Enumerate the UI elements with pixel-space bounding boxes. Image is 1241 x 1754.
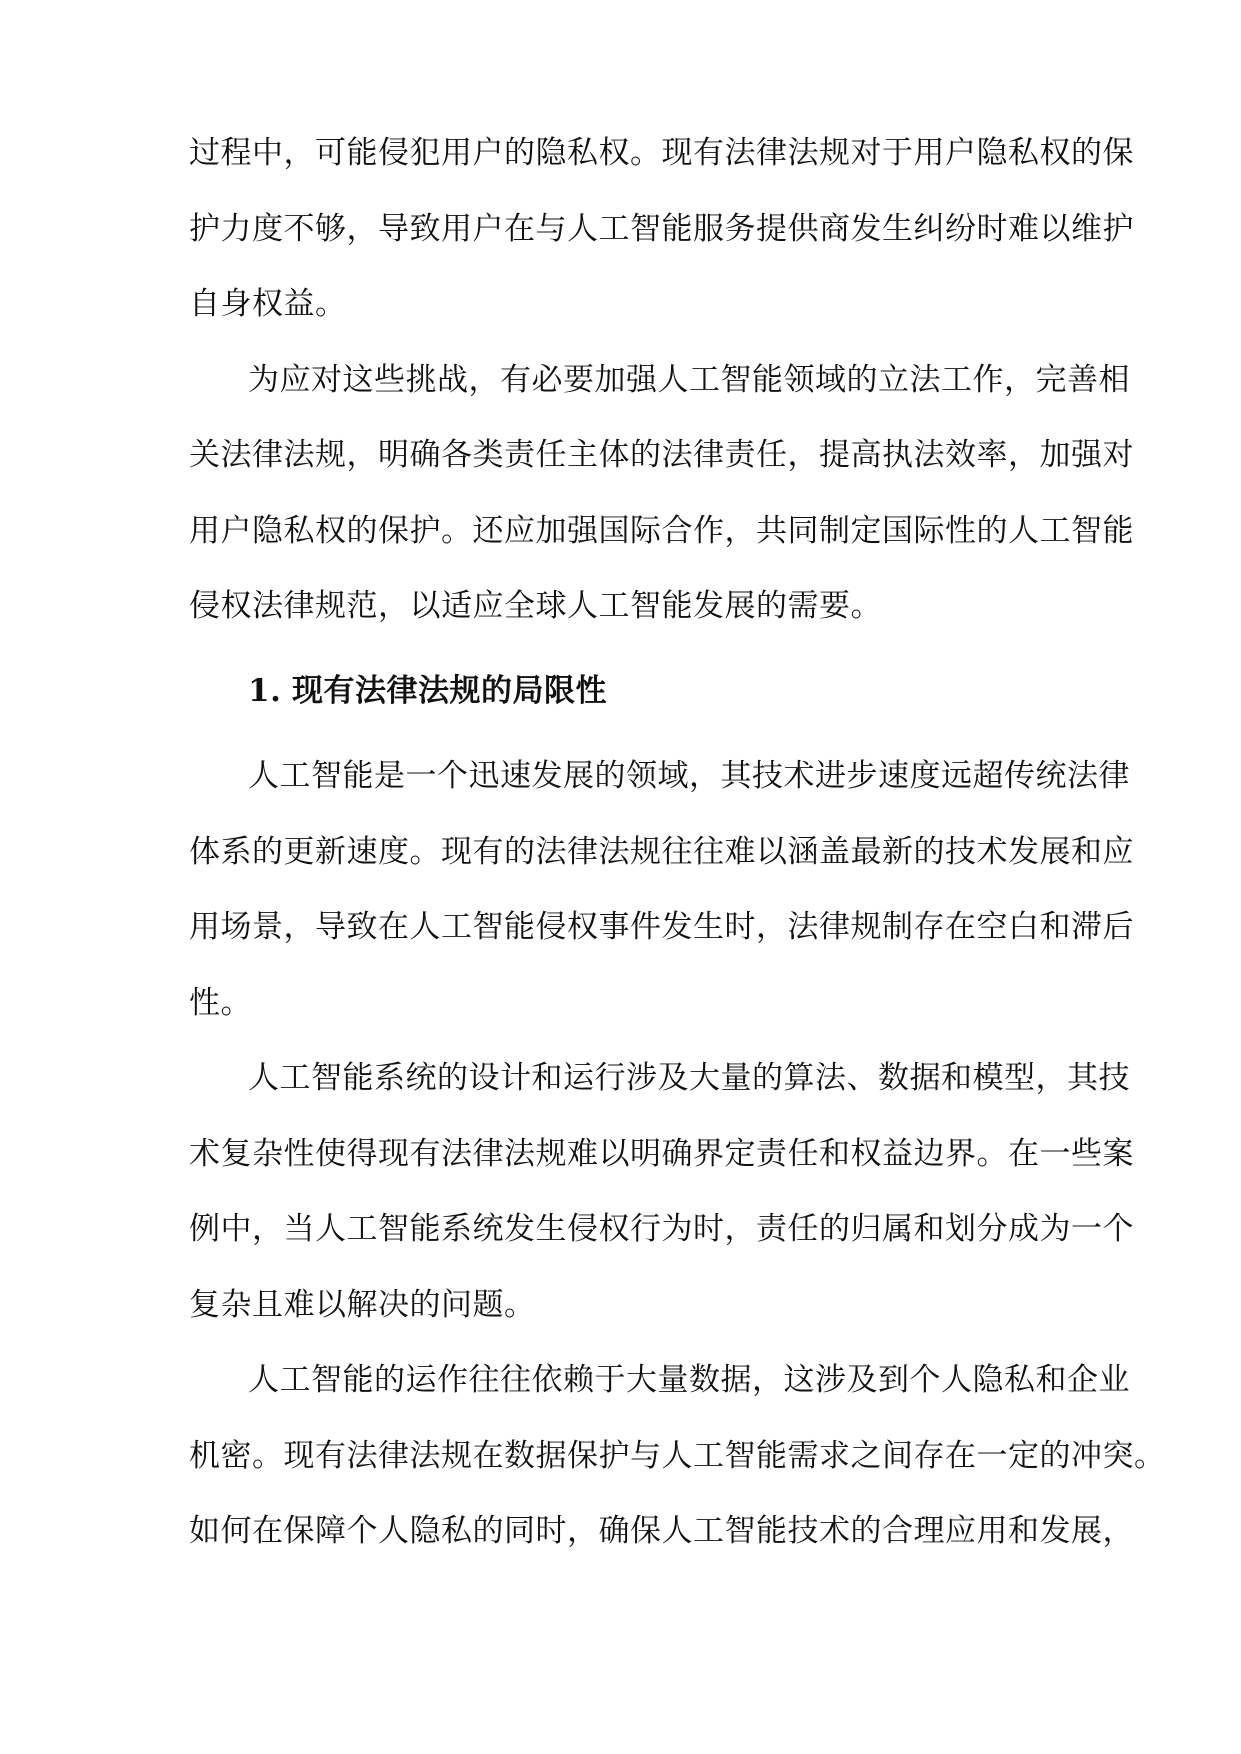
paragraph-3-line-3: 用场景，导致在人工智能侵权事件发生时，法律规制存在空白和滞后 (189, 909, 1134, 945)
paragraph-4-line-3: 例中，当人工智能系统发生侵权行为时，责任的归属和划分成为一个 (189, 1211, 1134, 1247)
paragraph-2-line-2: 关法律法规，明确各类责任主体的法律责任，提高执法效率，加强对 (189, 437, 1134, 473)
section-heading-number: 1. (248, 673, 282, 709)
section-heading (248, 661, 607, 721)
paragraph-1-line-2: 护力度不够，导致用户在与人工智能服务提供商发生纠纷时难以维护 (189, 211, 1134, 247)
paragraph-4-line-4: 复杂且难以解决的问题。 (189, 1287, 536, 1323)
paragraph-3-line-2: 体系的更新速度。现有的法律法规往往难以涵盖最新的技术发展和应 (189, 834, 1134, 870)
paragraph-4-line-1: 人工智能系统的设计和运行涉及大量的算法、数据和模型，其技 (248, 1060, 1130, 1096)
paragraph-3-line-4: 性。 (189, 985, 252, 1021)
paragraph-2-line-1: 为应对这些挑战，有必要加强人工智能领域的立法工作，完善相 (248, 362, 1130, 398)
paragraph-1-line-1: 过程中，可能侵犯用户的隐私权。现有法律法规对于用户隐私权的保 (189, 135, 1134, 171)
paragraph-5-line-1: 人工智能的运作往往依赖于大量数据，这涉及到个人隐私和企业 (248, 1362, 1130, 1398)
paragraph-2-line-3: 用户隐私权的保护。还应加强国际合作，共同制定国际性的人工智能 (189, 513, 1134, 549)
paragraph-5-line-2: 机密。现有法律法规在数据保护与人工智能需求之间存在一定的冲突。 (189, 1438, 1166, 1474)
paragraph-4-line-2: 术复杂性使得现有法律法规难以明确界定责任和权益边界。在一些案 (189, 1136, 1134, 1172)
section-heading-title: 现有法律法规的局限性 (292, 673, 607, 709)
paragraph-2-line-4: 侵权法律规范，以适应全球人工智能发展的需要。 (189, 588, 882, 624)
paragraph-1-line-3: 自身权益。 (189, 286, 347, 322)
paragraph-3-line-1: 人工智能是一个迅速发展的领域，其技术进步速度远超传统法律 (248, 758, 1130, 794)
paragraph-5-line-3: 如何在保障个人隐私的同时，确保人工智能技术的合理应用和发展， (189, 1513, 1134, 1549)
